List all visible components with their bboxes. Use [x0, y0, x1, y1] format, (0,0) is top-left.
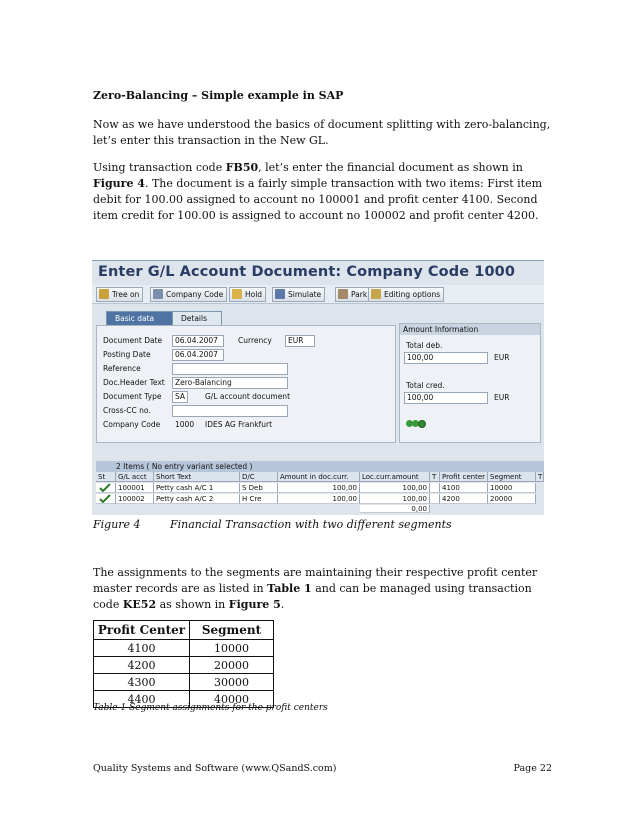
- row2-gl-account[interactable]: 100002: [116, 494, 154, 504]
- pencil-icon: [371, 289, 381, 299]
- currency-field[interactable]: EUR: [285, 335, 315, 347]
- table-cell: 10000: [190, 640, 274, 657]
- figure-caption: Financial Transaction with two different segments: [170, 518, 452, 531]
- total-credit-currency: EUR: [494, 393, 510, 402]
- company-icon: [153, 289, 163, 299]
- col-header-gl-account[interactable]: G/L acct: [116, 472, 154, 482]
- table-row: [94, 674, 274, 691]
- row1-profit-center[interactable]: 4100: [440, 483, 488, 493]
- row1-debit-credit[interactable]: S Deb: [240, 483, 278, 493]
- col-header-short-text[interactable]: Short Text: [154, 472, 240, 482]
- header-text-field[interactable]: Zero-Balancing: [172, 377, 288, 389]
- header-text-label: Doc.Header Text: [103, 378, 165, 387]
- table-row: [94, 657, 274, 674]
- status-light-icon: [418, 420, 426, 428]
- para3-text-4: .: [280, 598, 285, 611]
- checkmark-icon: [96, 494, 116, 504]
- items-header-bar: 2 Items ( No entry variant selected ): [96, 461, 544, 472]
- row2-tax[interactable]: [430, 494, 440, 504]
- table-cell: 30000: [190, 674, 274, 691]
- park-button[interactable]: [335, 287, 371, 302]
- footer-company: Quality Systems and Software (www.QSandS.com): [93, 763, 337, 774]
- company-code-value: 1000: [175, 420, 195, 429]
- tree-on-button[interactable]: [96, 287, 143, 302]
- table-cell: 40000: [190, 691, 274, 708]
- footer-page-number: Page 22: [513, 763, 552, 774]
- checkmark-icon: [96, 483, 116, 493]
- company-code-label: Company Code: [103, 420, 161, 429]
- para3-text-1: The assignments to the segments are maintaining their respective profit center master records are as listed in: [93, 566, 538, 595]
- row1-amount-doc[interactable]: 100,00: [278, 483, 360, 493]
- row1-short-text[interactable]: Petty cash A/C 1: [154, 483, 240, 493]
- editing-options-label: Editing options: [384, 290, 441, 299]
- table-row: [94, 640, 274, 657]
- col-header-amount-local[interactable]: Loc.curr.amount: [360, 472, 430, 482]
- col-header-debit-credit[interactable]: D/C: [240, 472, 278, 482]
- total-credit-label: Total cred.: [406, 381, 445, 390]
- row2-amount-local[interactable]: 100,00: [360, 494, 430, 504]
- para2-text-2: , let’s enter the financial document as shown in: [258, 161, 523, 174]
- company-name-value: IDES AG Frankfurt: [205, 420, 273, 429]
- posting-date-field[interactable]: 06.04.2007: [172, 349, 224, 361]
- sap-toolbar: [92, 285, 544, 304]
- para3-figure-ref: Figure 5: [228, 598, 281, 611]
- para3-text-2: and can be managed using transaction code: [93, 582, 532, 611]
- table-header-segment: Segment: [190, 621, 274, 640]
- sap-screenshot: [92, 260, 544, 515]
- total-debit-field: 100,00: [404, 352, 488, 364]
- table-header-row: [94, 621, 274, 640]
- row2-short-text[interactable]: Petty cash A/C 2: [154, 494, 240, 504]
- row1-gl-account[interactable]: 100001: [116, 483, 154, 493]
- reference-label: Reference: [103, 364, 141, 373]
- para3-code: KE52: [122, 598, 157, 611]
- simulate-icon: [275, 289, 285, 299]
- table-cell: 4200: [94, 657, 190, 674]
- document-type-description: G/L account document: [205, 392, 291, 401]
- para3-text-3: as shown in: [156, 598, 229, 611]
- document-date-field[interactable]: 06.04.2007: [172, 335, 224, 347]
- para2-text-1: Using transaction code: [93, 161, 226, 174]
- table-cell: 20000: [190, 657, 274, 674]
- row2-profit-center[interactable]: 4200: [440, 494, 488, 504]
- para2-code: FB50: [225, 161, 259, 174]
- col-header-amount-doc[interactable]: Amount in doc.curr.: [278, 472, 360, 482]
- tab-basic-data[interactable]: Basic data: [106, 311, 180, 325]
- fb50-paragraph: [93, 160, 553, 224]
- hold-button[interactable]: [229, 287, 266, 302]
- col-header-tax[interactable]: T: [430, 472, 440, 482]
- tab-details[interactable]: Details: [172, 311, 222, 325]
- row2-debit-credit[interactable]: H Cre: [240, 494, 278, 504]
- total-credit-field: 100,00: [404, 392, 488, 404]
- simulate-label: Simulate: [288, 290, 322, 299]
- row3-amount-local[interactable]: 0,00: [360, 505, 430, 513]
- figure-number: Figure 4: [93, 518, 141, 531]
- row1-tax[interactable]: [430, 483, 440, 493]
- document-type-label: Document Type: [103, 392, 162, 401]
- park-icon: [338, 289, 348, 299]
- table-caption: Table 1 Segment assignments for the profit centers: [93, 703, 328, 713]
- cross-cc-label: Cross-CC no.: [103, 406, 151, 415]
- posting-date-label: Posting Date: [103, 350, 151, 359]
- document-date-label: Document Date: [103, 336, 163, 345]
- table-cell: 4400: [94, 691, 190, 708]
- table-cell: 4300: [94, 674, 190, 691]
- currency-label: Currency: [238, 336, 272, 345]
- segment-assignment-paragraph: [93, 565, 553, 613]
- row2-segment[interactable]: 20000: [488, 494, 536, 504]
- basic-data-panel: [96, 325, 396, 443]
- reference-field[interactable]: [172, 363, 288, 375]
- col-header-segment[interactable]: Segment: [488, 472, 536, 482]
- document-type-field[interactable]: SA: [172, 391, 188, 403]
- intro-paragraph: Now as we have understood the basics of document splitting with zero-balancing, let’s enter this transaction in the New GL.: [93, 118, 551, 147]
- segment-assignment-table: [93, 620, 274, 708]
- amount-information-header: Amount Information: [400, 324, 540, 335]
- col-header-profit-center[interactable]: Profit center: [440, 472, 488, 482]
- row1-segment[interactable]: 10000: [488, 483, 536, 493]
- editing-options-button[interactable]: [368, 287, 444, 302]
- sap-window-title: Enter G/L Account Document: Company Code 1000: [98, 264, 516, 280]
- company-code-button[interactable]: [150, 287, 227, 302]
- company-code-label: Company Code: [166, 290, 224, 299]
- col-header-extra[interactable]: T: [538, 473, 543, 481]
- amount-information-panel: [399, 323, 541, 443]
- row1-amount-local[interactable]: 100,00: [360, 483, 430, 493]
- total-debit-label: Total deb.: [406, 341, 443, 350]
- cross-cc-field[interactable]: [172, 405, 288, 417]
- total-debit-currency: EUR: [494, 353, 510, 362]
- hold-icon: [232, 289, 242, 299]
- para2-text-3: . The document is a fairly simple transaction with two items: First item debit for 100.00 assigned to account no 100001 and profit center 4100. Second item credit for 100.00 is assigned to account no 100002 and profit center 4200.: [93, 177, 543, 222]
- park-label: Park: [351, 290, 368, 299]
- table-cell: 4100: [94, 640, 190, 657]
- para2-figure-ref: Figure 4: [93, 177, 145, 190]
- col-header-status[interactable]: St: [96, 472, 116, 482]
- simulate-button[interactable]: [272, 287, 325, 302]
- tree-icon: [99, 289, 109, 299]
- tree-on-label: Tree on: [112, 290, 140, 299]
- row2-amount-doc[interactable]: 100,00: [278, 494, 360, 504]
- para3-table-ref: Table 1: [267, 582, 312, 595]
- table-header-profit-center: Profit Center: [94, 621, 190, 640]
- section-heading: Zero-Balancing – Simple example in SAP: [93, 89, 344, 102]
- hold-label: Hold: [245, 290, 263, 299]
